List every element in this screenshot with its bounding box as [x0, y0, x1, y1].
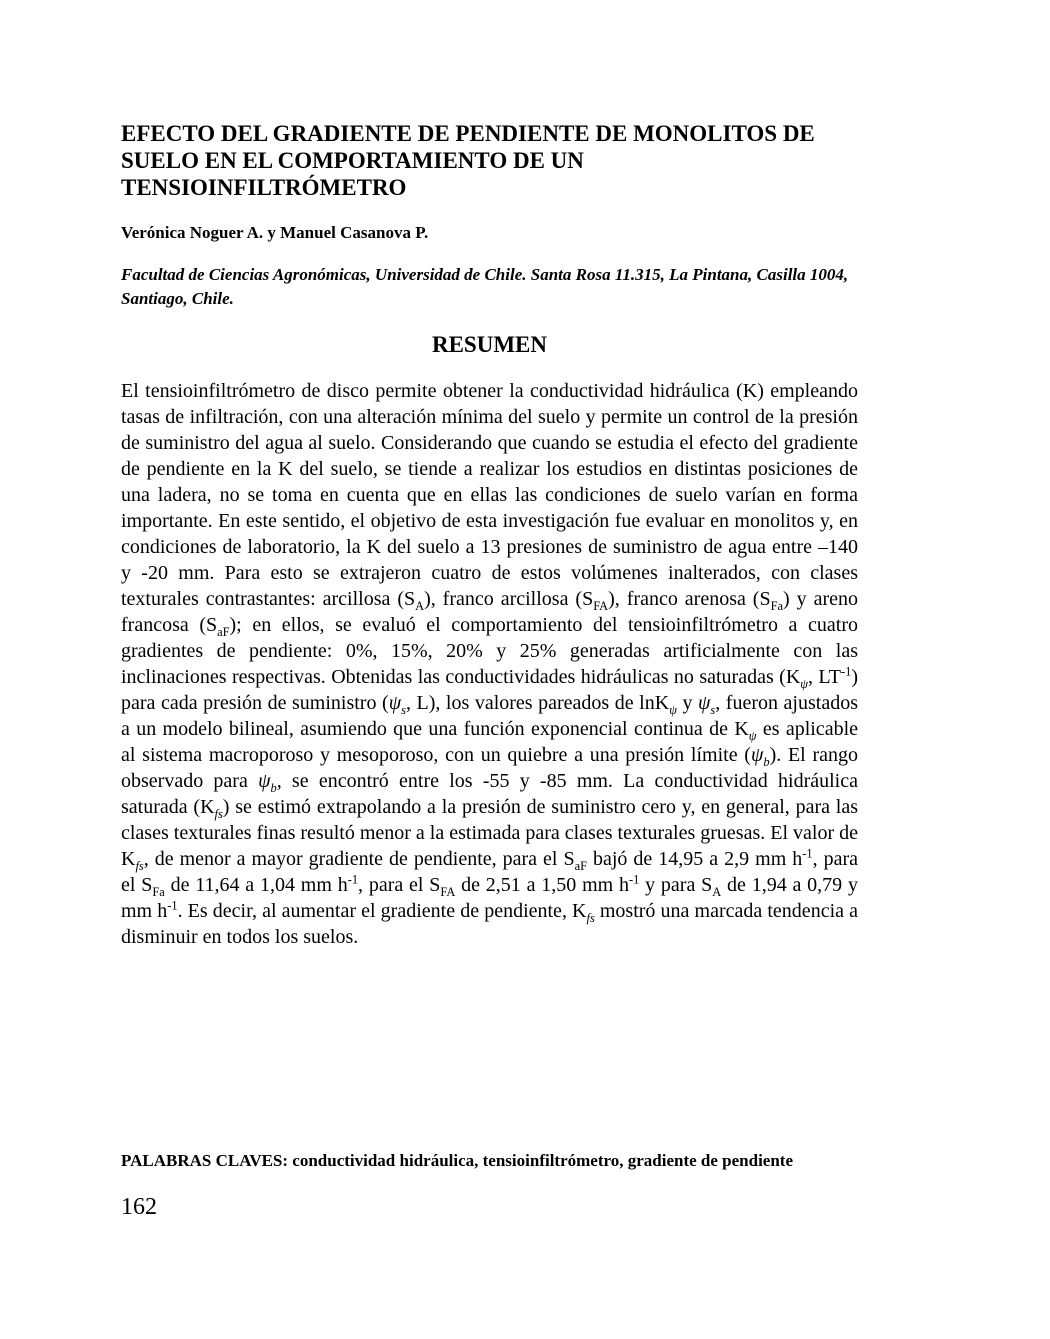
page-content — [121, 120, 858, 950]
affiliation-line: Facultad de Ciencias Agronómicas, Universidad de Chile. Santa Rosa 11.315, La Pintana, Casilla 1004, Santiago, Chile. — [121, 265, 849, 308]
page-title: EFECTO DEL GRADIENTE DE PENDIENTE DE MONOLITOS DE SUELO EN EL COMPORTAMIENTO DE UN TENSIOINFILTRÓMETRO — [121, 121, 815, 200]
page-number: 162 — [121, 1194, 157, 1220]
authors-line: Verónica Noguer A. y Manuel Casanova P. — [121, 223, 429, 242]
keywords-line: PALABRAS CLAVES: conductividad hidráulica, tensioinfiltrómetro, gradiente de pendiente — [121, 1151, 794, 1170]
abstract-paragraph: El tensioinfiltrómetro de disco permite obtener la conductividad hidráulica (K) empleando tasas de infiltración, con una alteración mínima del suelo y permite un control de la presión de suministro del agua al suelo. Considerando que cuando se estudia el efecto del gradiente de pendiente en la K del suelo, se tiende a realizar los estudios en distintas posiciones de una ladera, no se toma en cuenta que en ellas las condiciones de suelo varían en forma importante. En este sentido, el objetivo de esta investigación fue evaluar en monolitos y, en condiciones de laboratorio, la K del suelo a 13 presiones de suministro de agua entre –140 y -20 mm. Para esto se extrajeron cuatro de estos volúmenes inalterados, con clases texturales contrastantes: arcillosa $(S_A)$, franco arcillosa $(S_{FA})$, franco arenosa $(S_{Fa})$ y areno francosa $(S_{aF})$; en ellos, se evaluó el comportamiento del tensioinfiltrómetro a cuatro gradientes de pendiente: 0%, 15%, 20% y 25% generadas artificialmente con las inclinaciones respectivas. Obtenidas las conductividades hidráulicas no saturadas ($K_\psi$, $LT^{-1}$) para cada presión de suministro ($\psi_s$, L), los valores pareados de lnK$_\psi$ y $\psi_s$, fueron ajustados a un modelo bilineal, asumiendo que una función exponencial continua de $K_\psi$ es aplicable al sistema macroporoso y mesoporoso, con un quiebre a una presión límite $(\psi_b)$. El rango observado para $\psi_b$, se encontró entre los -55 y -85 mm. La conductividad hidráulica saturada $(K_{fs})$ se estimó extrapolando a la presión de suministro cero y, en general, para las clases texturales finas resultó menor a la estimada para clases texturales gruesas. El valor de $K_{fs}$, de menor a mayor gradiente de pendiente, para el $S_{aF}$ bajó de 14,95 a 2,9 mm $h^{-1}$, para el $S_{Fa}$ de 11,64 a 1,04 mm $h^{-1}$, para el $S_{FA}$ de 2,51 a 1,50 mm $h^{-1}$ y para $S_A$ de 1,94 a 0,79 y mm $h^{-1}$. Es decir, al aumentar el gradiente de pendiente, $K_{fs}$ mostró una marcada tendencia a disminuir en todos los suelos. — [121, 380, 859, 948]
abstract-heading: RESUMEN — [431, 332, 547, 357]
